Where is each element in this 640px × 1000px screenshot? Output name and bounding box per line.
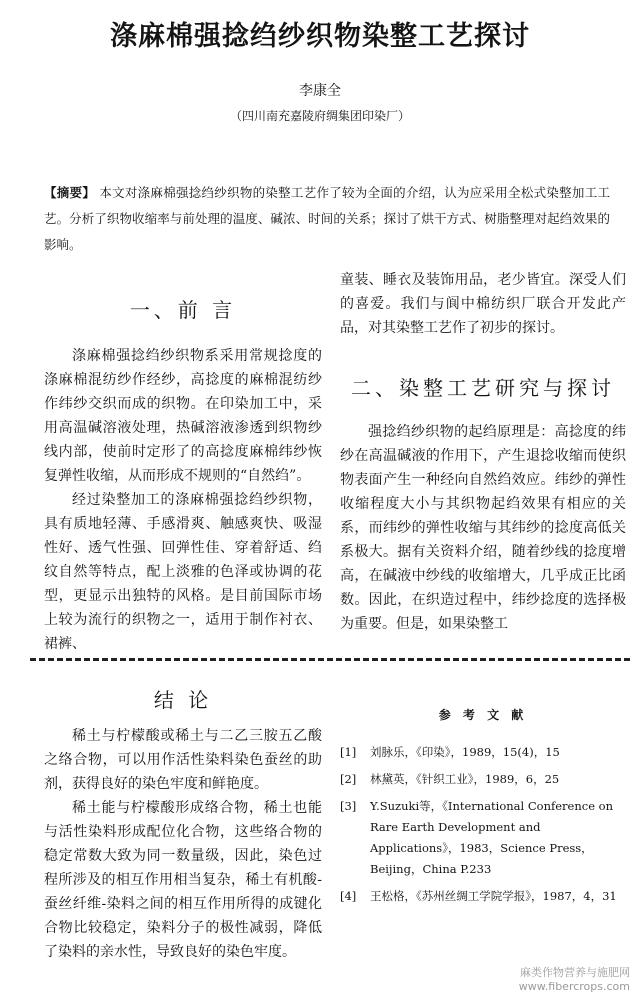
abstract-text: 本文对涤麻棉强捻绉纱织物的染整工艺作了较为全面的介绍，认为应采用全松式染整加工工艺。分析了织物收缩率与前处理的温度、碱浓、时间的关系；探讨了烘干方式、树脂整理对起绉效果的影响。	[44, 185, 610, 252]
reference-item	[340, 886, 630, 907]
section-heading-process: 二、染整工艺研究与探讨	[351, 376, 615, 400]
paragraph: 童装、睡衣及装饰用品，老少皆宜。深受人们的喜爱。我们与阆中棉纺织厂联合开发此产品，对其染整工艺作了初步的探讨。	[340, 272, 626, 336]
reference-text: 刘脉乐，《印染》，1989，15(4)，15	[370, 745, 560, 759]
reference-number: [4]	[340, 889, 357, 903]
reference-text: Y.Suzuki等，《International Conference on Rare Earth Development and Applications》，1983，Science Press，Beijing，China P.233	[370, 799, 613, 876]
paragraph: 稀土与柠檬酸或稀土与二乙三胺五乙酸之络合物，可以用作活性染料染色蚕丝的助剂，获得良好的染色牢度和鲜艳度。	[44, 728, 322, 792]
reference-number: [3]	[340, 799, 357, 813]
author-affiliation: （四川南充嘉陵府绸集团印染厂）	[229, 109, 410, 123]
section-heading-introduction: 一、前 言	[129, 298, 237, 322]
reference-item	[340, 769, 630, 790]
abstract-label: 【摘要】	[44, 185, 96, 200]
reference-text: 王松格，《苏州丝绸工学院学报》，1987，4，31	[370, 889, 617, 903]
watermark-line: 麻类作物营养与施肥网	[520, 966, 630, 979]
abstract	[44, 180, 610, 258]
reference-text: 林黛英，《针织工业》，1989，6，25	[370, 772, 560, 786]
reference-item	[340, 742, 630, 763]
section-introduction-body	[44, 344, 322, 656]
paragraph: 稀土能与柠檬酸形成络合物，稀土也能与活性染料形成配位化合物，这些络合物的稳定常数大致为同一数量级，因此，染色过程所涉及的相互作用相当复杂，稀土有机酸-蚕丝纤维-染料之间的相互作用所得的成键化合物比较稳定，染料分子的极性减弱，降低了染料的亲水性，导致良好的染色牢度。	[44, 800, 322, 960]
section-conclusion-body	[44, 724, 322, 964]
site-watermark	[519, 966, 630, 994]
reference-number: [2]	[340, 772, 357, 786]
paragraph: 经过染整加工的涤麻棉强捻绉纱织物，具有质地轻薄、手感滑爽、触感爽快、吸湿性好、透气性强、回弹性佳、穿着舒适、绉纹自然等特点，配上淡雅的色泽或协调的花型，更显示出独特的风格。是目前国际市场上较为流行的织物之一，适用于制作衬衣、裙裤、	[44, 492, 322, 652]
author-name: 李康全	[299, 83, 341, 99]
references-list	[340, 742, 630, 913]
section-process-body	[340, 420, 626, 636]
references-heading: 参 考 文 献	[438, 708, 528, 722]
paragraph: 涤麻棉强捻绉纱织物系采用常规捻度的涤麻棉混纺纱作经纱，高捻度的麻棉混纺纱作纬纱交织而成的织物。在印染加工中，采用高温碱溶液处理，热碱溶液渗透到织物纱线内部，使前时定形了的高捻度麻棉纬纱恢复弹性收缩，从而形成不规则的“自然绉”。	[44, 348, 322, 484]
section-divider	[30, 658, 630, 661]
watermark-url: www.fibercrops.com	[518, 980, 630, 993]
paper-title: 涤麻棉强捻绉纱织物染整工艺探讨	[110, 21, 530, 52]
paragraph: 强捻绉纱织物的起绉原理是：高捻度的纬纱在高温碱液的作用下，产生退捻收缩而使织物表面产生一种经向自然绉效应。纬纱的弹性收缩程度大小与其织物起绉效果有相应的关系，而纬纱的弹性收缩与其纬纱的捻度高低关系极大。据有关资料介绍，随着纱线的捻度增高，在碱液中纱线的收缩增大，几乎成正比函数。因此，在织造过程中，纬纱捻度的选择极为重要。但是，如果染整工	[340, 424, 626, 632]
section-introduction-continued	[340, 268, 626, 340]
reference-number: [1]	[340, 745, 357, 759]
reference-item	[340, 796, 630, 880]
section-heading-conclusion: 结 论	[153, 688, 213, 712]
